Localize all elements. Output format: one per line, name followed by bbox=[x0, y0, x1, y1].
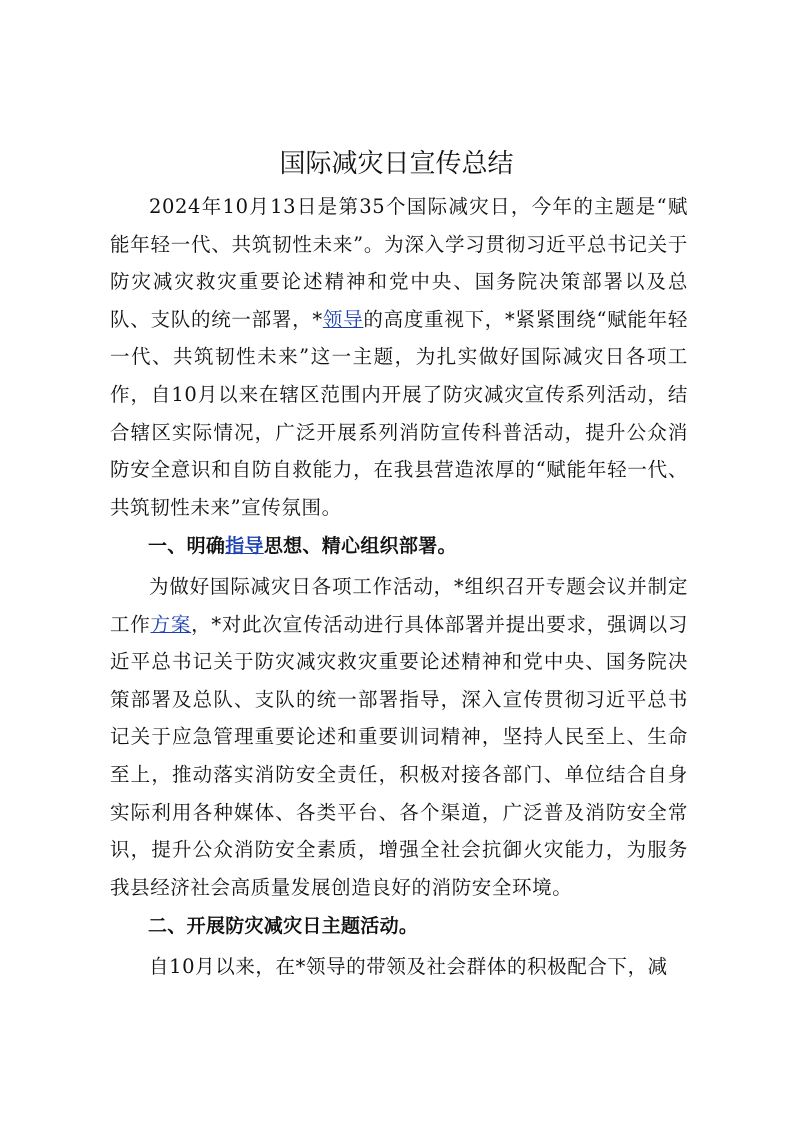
intro-paragraph-text-1: 2024年10月13日是第35个国际减灾日，今年的主题是“赋能年轻一代、共筑韧性未来”。为深入学习贯彻习近平总书记关于防灾减灾救灾重要论述精神和党中央、国务院决策部署以及总队、支队的统一部署，* bbox=[110, 195, 688, 331]
link-leader[interactable]: 领导 bbox=[322, 307, 364, 331]
section-1-paragraph-text-2: ，*对此次宣传活动进行具体部署并提出要求，强调以习近平总书记关于防灾减灾救灾重要论述精神和党中央、国务院决策部署及总队、支队的统一部署指导，深入宣传贯彻习近平总书记关于应急管理重要论述和重要训词精神，坚持人民至上、生命至上，推动落实消防安全责任，积极对接各部门、单位结合自身实际利用各种媒体、各类平台、各个渠道，广泛普及消防安全常识，提升公众消防安全素质，增强全社会抗御火灾能力，为服务我县经济社会高质量发展创造良好的消防安全环境。 bbox=[110, 612, 688, 899]
section-2-paragraph: 自10月以来，在*领导的带领及社会群体的积极配合下，减 bbox=[149, 954, 668, 978]
section-heading-1 bbox=[110, 528, 688, 566]
section-heading-1-text-2: 思想、精心组织部署。 bbox=[263, 535, 457, 558]
document-body bbox=[110, 188, 688, 985]
section-heading-2: 二、开展防灾减灾日主题活动。 bbox=[148, 915, 419, 938]
link-guidance[interactable]: 指导 bbox=[225, 535, 264, 558]
section-heading-1-text-1: 一、明确 bbox=[148, 535, 226, 558]
section-1-paragraph bbox=[110, 568, 688, 906]
document-title: 国际减灾日宣传总结 bbox=[279, 149, 514, 179]
link-plan[interactable]: 方案 bbox=[150, 612, 192, 636]
section-1-paragraph-text-1: 为做好国际减灾日各项工作活动，*组织召开专题会议并制定工作 bbox=[110, 574, 688, 636]
intro-paragraph bbox=[110, 188, 688, 526]
intro-paragraph-text-2: 的高度重视下，*紧紧围绕“赋能年轻一代、共筑韧性未来”这一主题，为扎实做好国际减灾日各项工作，自10月以来在辖区范围内开展了防灾减灾宣传系列活动，结合辖区实际情况，广泛开展系列消防宣传科普活动，提升公众消防安全意识和自防自救能力，在我县营造浓厚的“赋能年轻一代、共筑韧性未来”宣传氛围。 bbox=[110, 307, 689, 519]
